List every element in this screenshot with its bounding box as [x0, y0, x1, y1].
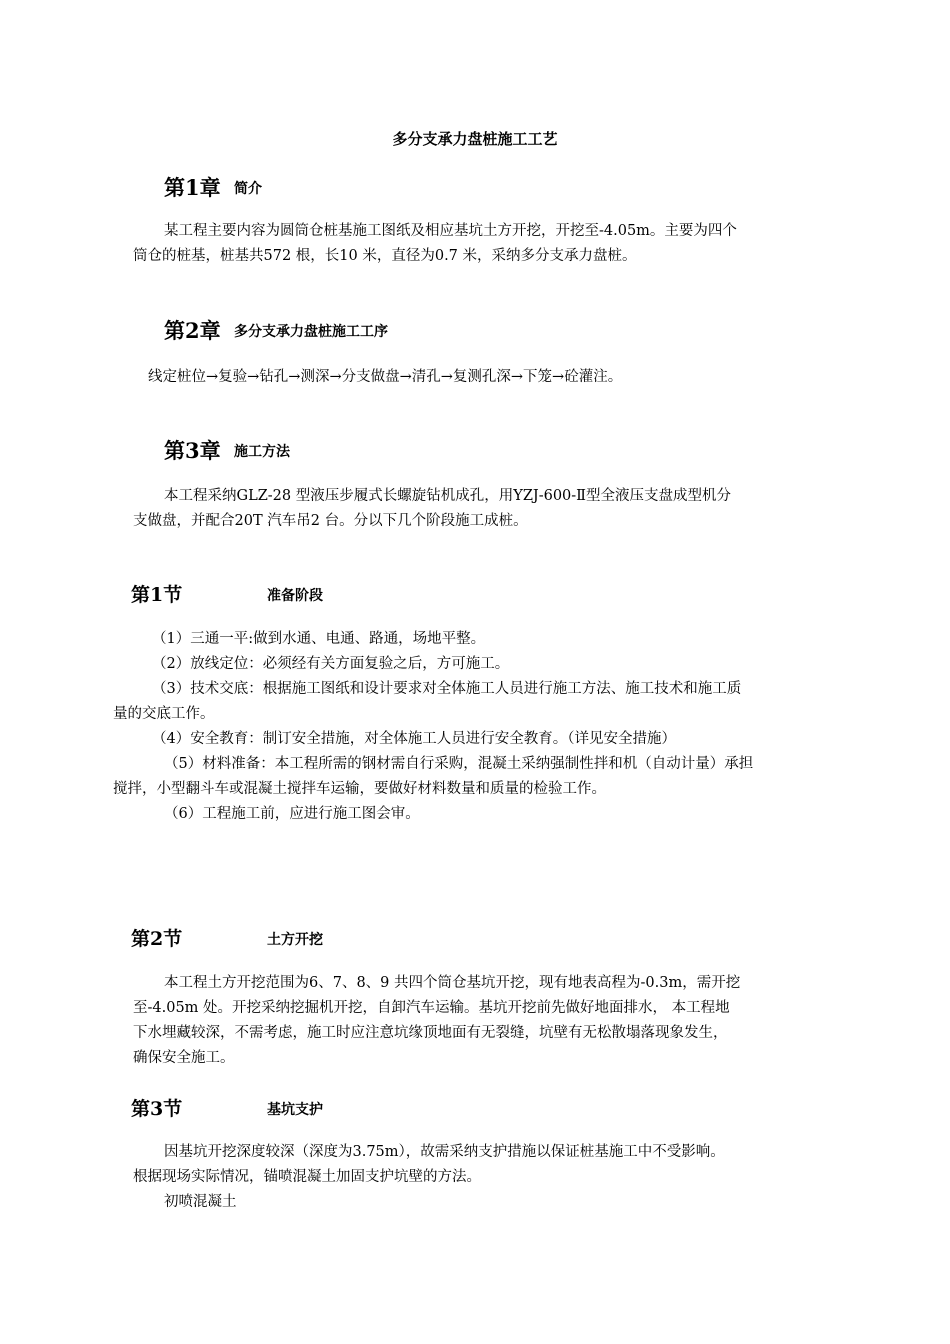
section-1-line-2: （2）放线定位：必须经有关方面复验之后，方可施工。: [152, 656, 510, 672]
section-1-line-7: 搅拌，小型翻斗车或混凝土搅拌车运输，要做好材料数量和质量的检验工作。: [113, 781, 606, 797]
chapter-3-line-1: 本工程采纳GLZ-28 型液压步履式长螺旋钻机成孔，用YZJ-600-Ⅱ型全液压支盘成型机分: [164, 488, 732, 504]
section-1-line-6: （5）材料准备：本工程所需的钢材需自行采购，混凝土采纳强制性拌和机（自动计量）承担: [164, 756, 754, 772]
section-3-line-1: 因基坑开挖深度较深（深度为3.75m），故需采纳支护措施以保证桩基施工中不受影响。: [164, 1144, 725, 1160]
chapter-1-title: 简介: [234, 181, 262, 197]
section-1-line-3: （3）技术交底：根据施工图纸和设计要求对全体施工人员进行施工方法、施工技术和施工质: [152, 681, 742, 697]
chapter-2-line-1: 线定桩位→复验→钻孔→测深→分支做盘→清孔→复测孔深→下笼→砼灌注。: [148, 369, 623, 385]
section-2-title: 土方开挖: [267, 932, 323, 948]
chapter-3-number: 第3章: [164, 438, 221, 463]
section-2-line-1: 本工程土方开挖范围为6、7、8、9 共四个筒仓基坑开挖，现有地表高程为-0.3m，需开挖: [164, 975, 741, 991]
section-3-line-2: 根据现场实际情况，锚喷混凝土加固支护坑壁的方法。: [133, 1169, 481, 1185]
chapter-3-title: 施工方法: [234, 444, 290, 460]
section-3-line-3: 初喷混凝土: [164, 1194, 237, 1210]
chapter-1-line-1: 某工程主要内容为圆筒仓桩基施工图纸及相应基坑土方开挖，开挖至-4.05m。主要为四个: [164, 223, 737, 239]
chapter-2-number: 第2章: [164, 318, 221, 343]
document-title: 多分支承力盘桩施工工艺: [392, 130, 558, 148]
chapter-1-number: 第1章: [164, 175, 221, 200]
section-2-line-3: 下水埋藏较深，不需考虑，施工时应注意坑缘顶地面有无裂缝，坑壁有无松散塌落现象发生，: [133, 1025, 728, 1041]
section-2-line-2: 至-4.05m 处。开挖采纳挖掘机开挖，自卸汽车运输。基坑开挖前先做好地面排水， 本工程地: [133, 1000, 730, 1016]
section-1-line-4: 量的交底工作。: [113, 706, 215, 722]
section-2-line-4: 确保安全施工。: [133, 1050, 235, 1066]
section-1-number: 第1节: [131, 584, 183, 606]
section-1-title: 准备阶段: [267, 588, 323, 604]
section-2-number: 第2节: [131, 928, 183, 950]
section-1-line-8: （6）工程施工前，应进行施工图会审。: [164, 806, 420, 822]
chapter-1-line-2: 筒仓的桩基，桩基共572 根，长10 米，直径为0.7 米，采纳多分支承力盘桩。: [133, 248, 637, 264]
section-1-line-1: （1）三通一平:做到水通、电通、路通，场地平整。: [152, 631, 486, 647]
chapter-3-line-2: 支做盘，并配合20T 汽车吊2 台。分以下几个阶段施工成桩。: [133, 513, 528, 529]
section-1-line-5: （4）安全教育：制订安全措施，对全体施工人员进行安全教育。（详见安全措施）: [152, 731, 676, 747]
section-3-title: 基坑支护: [267, 1102, 323, 1118]
chapter-2-title: 多分支承力盘桩施工工序: [234, 324, 388, 340]
section-3-number: 第3节: [131, 1098, 183, 1120]
